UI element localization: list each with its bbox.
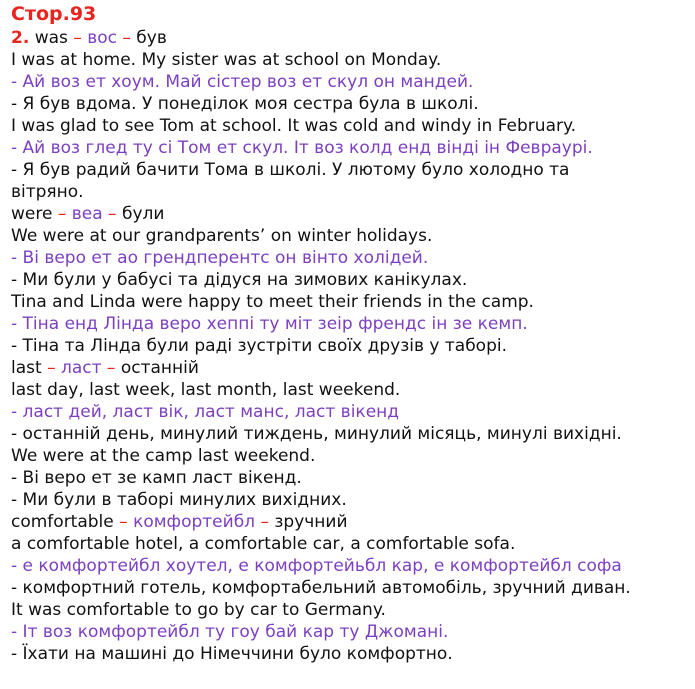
english-line: We were at the camp last weekend.	[11, 446, 316, 466]
english-line: a comfortable hotel, a comfortable car, a comfortable sofa.	[11, 534, 516, 554]
vocab-pronunciation: комфортейбл	[133, 512, 256, 532]
vocab-word: was	[34, 28, 68, 48]
english-line: Tina and Linda were happy to meet their friends in the camp.	[11, 292, 534, 312]
vocab-dash: –	[116, 28, 137, 48]
english-line: I was glad to see Tom at school. It was cold and windy in February.	[11, 116, 577, 136]
translation-line: - Ві веро ет зе камп ласт вікенд.	[11, 468, 302, 488]
english-line: last day, last week, last month, last weekend.	[11, 380, 401, 400]
page-title: Стор.93	[11, 3, 97, 25]
translation-line: - Я був радий бачити Тома в школі. У лютому було холодно та	[11, 160, 570, 180]
pronunciation-line: - е комфортейбл хоутел, е комфортейьбл кар, е комфортейбл софа	[11, 556, 622, 576]
pronunciation-line: - Тіна енд Лінда веро хеппі ту міт зеір френдс ін зе кемп.	[11, 314, 528, 334]
vocab-line	[11, 511, 693, 533]
translation-line: - Їхати на машині до Німеччини було комфортно.	[11, 644, 453, 664]
vocab-dash: –	[41, 358, 61, 378]
exercise-number: 2.	[11, 28, 30, 48]
pronunciation-line: - Ай воз ет хоум. Май сістер воз ет скул он мандей.	[11, 72, 474, 92]
pronunciation-line: - ласт дей, ласт вік, ласт манс, ласт вікенд	[11, 402, 400, 422]
vocab-translation: були	[121, 204, 165, 224]
vocab-dash: –	[101, 358, 121, 378]
vocab-line	[11, 357, 693, 379]
vocab-pronunciation: вос	[87, 28, 117, 48]
vocab-line	[11, 27, 693, 49]
pronunciation-line: - Іт воз комфортейбл ту гоу бай кар ту Джомані.	[11, 622, 449, 642]
translation-line: - Тіна та Лінда були раді зустріти своїх друзів у таборі.	[11, 336, 508, 356]
translation-line: - Ми були в таборі минулих вихідних.	[11, 490, 347, 510]
translation-line: - Я був вдома. У понеділок моя сестра була в школі.	[11, 94, 479, 114]
pronunciation-line: - Ай воз глед ту сі Том ет скул. Іт воз колд енд вінді ін Февраурі.	[11, 138, 593, 158]
pronunciation-line: - Ві веро ет ао грендперентс он вінто холідей.	[11, 248, 429, 268]
vocab-dash: –	[113, 512, 134, 532]
translation-line: - комфортний готель, комфортабельний автомобіль, зручний диван.	[11, 578, 631, 598]
vocab-word: last	[11, 358, 42, 378]
vocab-word: comfortable	[11, 512, 114, 532]
vocab-pronunciation: ласт	[60, 358, 102, 378]
text-body	[11, 27, 693, 665]
vocab-word: were	[11, 204, 53, 224]
vocab-translation: зручний	[274, 512, 348, 532]
english-line: We were at our grandparents’ on winter holidays.	[11, 226, 433, 246]
vocab-dash: –	[52, 204, 72, 224]
english-line: I was at home. My sister was at school on Monday.	[11, 50, 442, 70]
vocab-translation: був	[136, 28, 167, 48]
translation-line: - останній день, минулий тиждень, минулий місяць, минулі вихідні.	[11, 424, 622, 444]
vocab-dash: –	[255, 512, 275, 532]
document-page	[11, 0, 693, 665]
translation-line: - Ми були у бабусі та дідуся на зимових канікулах.	[11, 270, 468, 290]
vocab-line	[11, 203, 693, 225]
english-line: It was comfortable to go by car to Germany.	[11, 600, 386, 620]
vocab-translation: останній	[120, 358, 199, 378]
vocab-pronunciation: веа	[71, 204, 103, 224]
translation-line: вітряно.	[11, 182, 84, 202]
vocab-dash: –	[102, 204, 122, 224]
vocab-dash: –	[67, 28, 88, 48]
